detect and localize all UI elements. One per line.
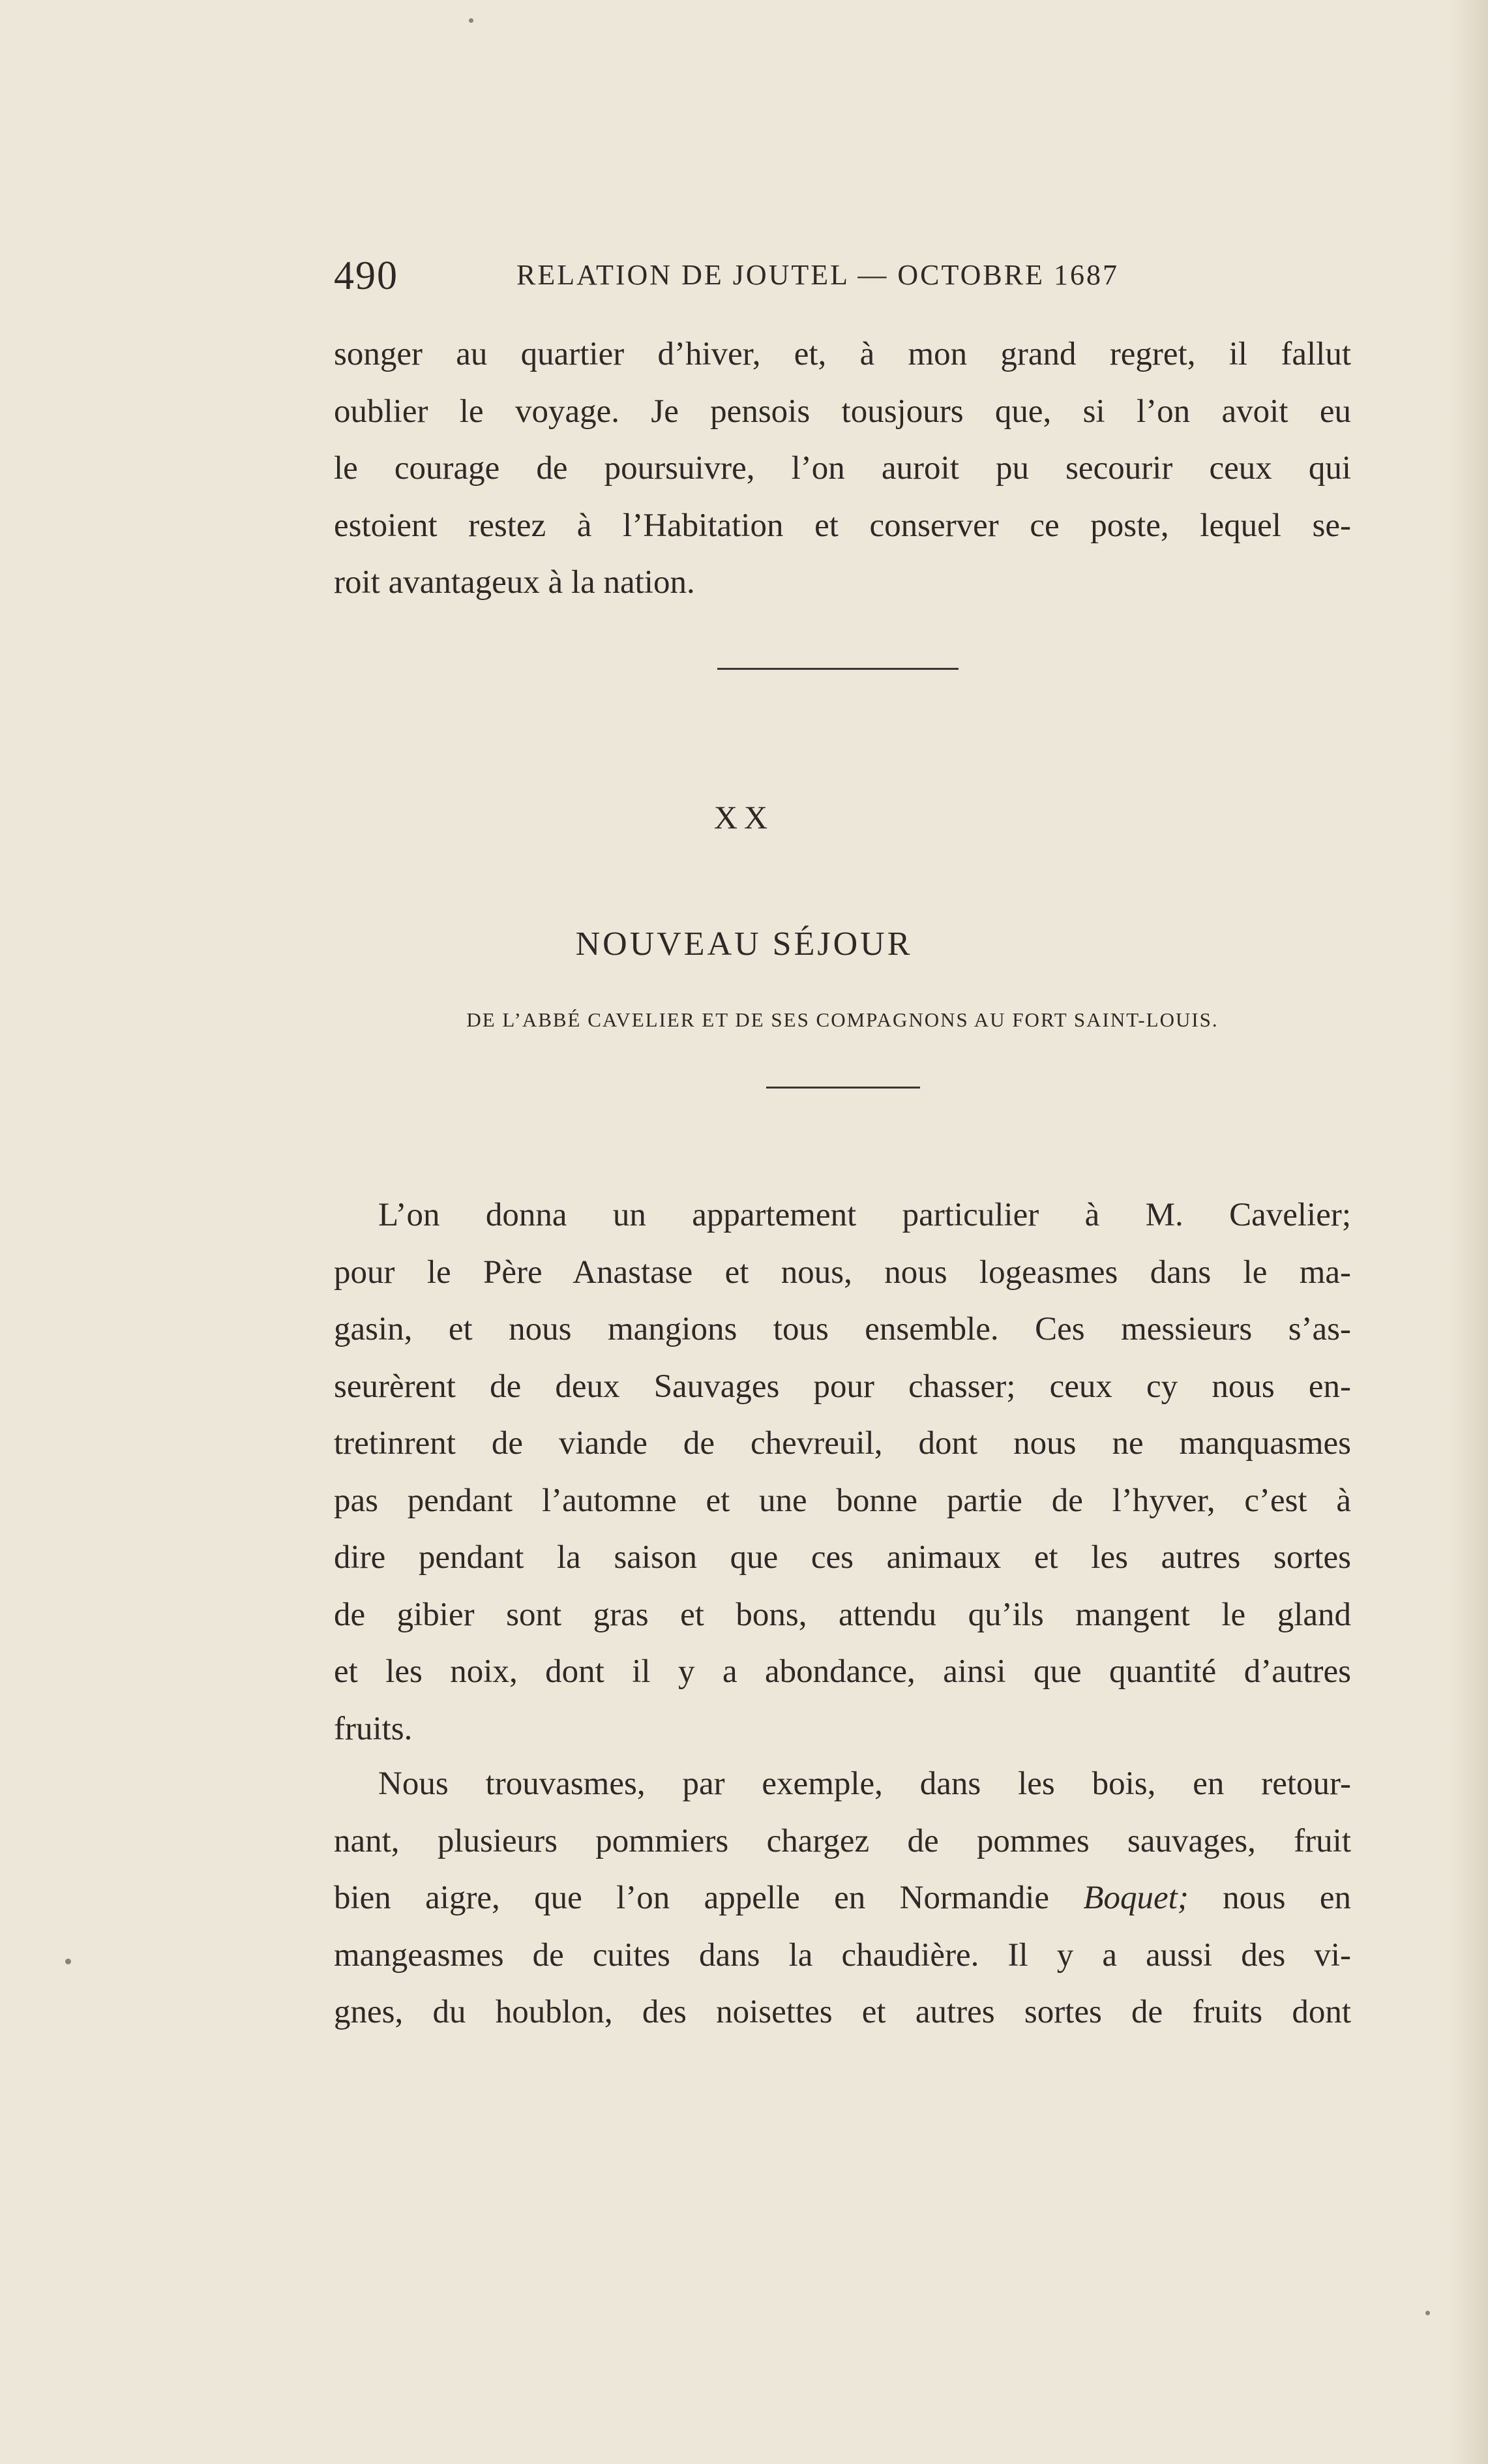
- text-line-with-italic: [334, 1870, 1351, 1927]
- text-line: nant, plusieurs pommiers chargez de pommes sauvages, fruit: [334, 1822, 1351, 1859]
- chapter-subtitle: DE L’ABBÉ CAVELIER ET DE SES COMPAGNONS AU FORT SAINT-LOUIS.: [466, 1008, 1219, 1031]
- text-line: gasin, et nous mangions tous ensemble. Ces messieurs s’as-: [334, 1311, 1351, 1347]
- text-line: tretinrent de viande de chevreuil, dont nous ne manquasmes: [334, 1425, 1351, 1462]
- page-number: 490: [334, 254, 398, 298]
- paper-speck: [469, 18, 473, 23]
- text-line: L’on donna un appartement particulier à M. Cavelier;: [378, 1197, 1351, 1233]
- paragraph-continuation: [334, 326, 1351, 612]
- text-line: pour le Père Anastase et nous, nous logeasmes dans le ma-: [334, 1254, 1351, 1291]
- text-line: fruits.: [334, 1710, 413, 1747]
- text-line: pas pendant l’automne et une bonne partie de l’hyver, c’est à: [334, 1482, 1351, 1519]
- text-line: et les noix, dont il y a abondance, ainsi que quantité d’autres: [334, 1653, 1351, 1690]
- text-line: oublier le voyage. Je pensois tousjours que, si l’on avoit eu: [334, 393, 1351, 430]
- chapter-number: XX: [713, 799, 775, 835]
- running-head: [334, 253, 1351, 312]
- chapter-title: NOUVEAU SÉJOUR: [575, 925, 913, 963]
- section-divider-rule: [717, 668, 959, 670]
- text-line: roit avantageux à la nation.: [334, 564, 695, 601]
- text-line: mangeasmes de cuites dans la chaudière. Il y a aussi des vi-: [334, 1936, 1351, 1974]
- text-line: le courage de poursuivre, l’on auroit pu secourir ceux qui: [334, 450, 1351, 487]
- paragraph-1: [334, 1187, 1351, 1758]
- text-line: gnes, du houblon, des noisettes et autres sortes de fruits dont: [334, 1994, 1351, 2030]
- running-title: RELATION DE JOUTEL — OCTOBRE 1687: [516, 259, 1119, 291]
- chapter-divider-rule: [766, 1087, 920, 1089]
- text-line: de gibier sont gras et bons, attendu qu’ils mangent le gland: [334, 1596, 1351, 1633]
- text-line: seurèrent de deux Sauvages pour chasser; ceux cy nous en-: [334, 1368, 1351, 1405]
- text-line: songer au quartier d’hiver, et, à mon grand regret, il fallut: [334, 336, 1351, 372]
- text-segment: bien aigre, que l’on appelle en Normandie: [334, 1880, 1084, 1916]
- paragraph-2: [334, 1756, 1351, 2041]
- text-line: Nous trouvasmes, par exemple, dans les bois, en retour-: [378, 1765, 1351, 1802]
- paper-speck: [65, 1959, 71, 1964]
- text-line: estoient restez à l’Habitation et conserver ce poste, lequel se-: [334, 507, 1351, 544]
- text-line: dire pendant la saison que ces animaux et les autres sortes: [334, 1539, 1351, 1576]
- text-segment: nous en: [1188, 1880, 1351, 1916]
- italic-term: Boquet;: [1083, 1880, 1189, 1916]
- paper-speck: [1425, 2311, 1430, 2315]
- page-edge-shadow: [1449, 0, 1488, 2464]
